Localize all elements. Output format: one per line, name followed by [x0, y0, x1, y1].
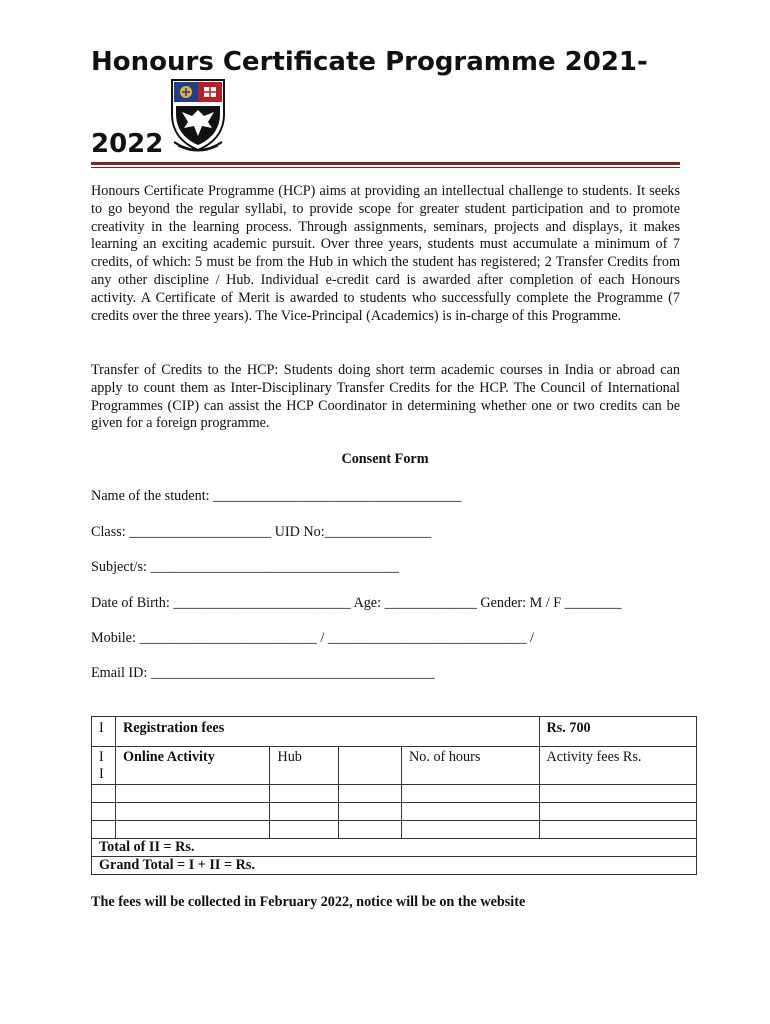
activity-entry-row: [92, 803, 697, 821]
table-cell: [92, 785, 116, 803]
online-activity-row: [92, 747, 697, 785]
table-cell[interactable]: [402, 821, 539, 839]
email-field[interactable]: Email ID: ________________________________________: [91, 665, 435, 681]
fees-collection-note: The fees will be collected in February 2022, notice will be on the website: [91, 894, 526, 910]
blank-header: [339, 747, 402, 785]
hours-header: No. of hours: [402, 747, 539, 785]
table-cell[interactable]: [539, 785, 697, 803]
table-cell: [92, 803, 116, 821]
registration-fees-row: [92, 717, 697, 747]
online-activity-header: Online Activity: [115, 747, 269, 785]
college-crest-logo: [168, 78, 228, 154]
table-cell: [92, 821, 116, 839]
table-cell[interactable]: [270, 821, 339, 839]
total-ii-label: Total of II = Rs.: [92, 839, 697, 857]
row-number: I: [92, 717, 116, 747]
total-ii-row: [92, 839, 697, 857]
header-divider-thick: [91, 162, 680, 165]
consent-form-heading: Consent Form: [341, 451, 429, 467]
grand-total-label: Grand Total = I + II = Rs.: [92, 857, 697, 875]
table-cell[interactable]: [339, 821, 402, 839]
dob-age-gender-field[interactable]: Date of Birth: _________________________ Age: _____________ Gender: M / F ________: [91, 595, 622, 611]
row-number: I I: [92, 747, 116, 785]
table-cell[interactable]: [339, 803, 402, 821]
table-cell[interactable]: [270, 785, 339, 803]
header-divider-thin: [91, 167, 680, 168]
activity-entry-row: [92, 821, 697, 839]
subjects-field[interactable]: Subject/s: ___________________________________: [91, 559, 399, 575]
fees-table: [91, 716, 697, 875]
transfer-credits-paragraph: Transfer of Credits to the HCP: Students doing short term academic courses in India or abroad can apply to count them as Inter-Disciplinary Transfer Credits for the HCP. The Council of International Programmes (CIP) can assist the HCP Coordinator in determining whether one or two credits can be given for a foreign programme.: [91, 362, 680, 432]
intro-paragraph: Honours Certificate Programme (HCP) aims at providing an intellectual challenge to students. It seeks to go beyond the regular syllabi, to provide scope for greater student participation and to promote creativity in the learning process. Through assignments, seminars, projects and displays, it makes learning an exciting academic pursuit. Over three years, students must accumulate a minimum of 7 credits, of which: 5 must be from the Hub in which the student has registered; 2 Transfer Credits from any other discipline / Hub. Individual e-credit card is awarded after completion of each Honours activity. A Certificate of Merit is awarded to students who successfully complete the Programme (7 credits over the three years). The Vice-Principal (Academics) is in-charge of this Programme.: [91, 183, 680, 324]
mobile-field[interactable]: Mobile: _________________________ / ____________________________ /: [91, 630, 534, 646]
activity-fees-header: Activity fees Rs.: [539, 747, 697, 785]
table-cell[interactable]: [115, 785, 269, 803]
table-cell[interactable]: [270, 803, 339, 821]
table-cell[interactable]: [539, 821, 697, 839]
document-title: Honours Certificate Programme 2021-: [91, 47, 648, 77]
table-cell[interactable]: [402, 803, 539, 821]
document-title-year: 2022: [91, 129, 164, 159]
table-cell[interactable]: [115, 821, 269, 839]
registration-fees-label: Registration fees: [115, 717, 539, 747]
activity-entry-row: [92, 785, 697, 803]
grand-total-row: [92, 857, 697, 875]
table-cell[interactable]: [402, 785, 539, 803]
table-cell[interactable]: [539, 803, 697, 821]
student-name-field[interactable]: Name of the student: ___________________________________: [91, 488, 462, 504]
hub-header: Hub: [270, 747, 339, 785]
registration-fees-amount: Rs. 700: [539, 717, 697, 747]
class-uid-field[interactable]: Class: ____________________ UID No:_______________: [91, 524, 432, 540]
table-cell[interactable]: [115, 803, 269, 821]
table-cell[interactable]: [339, 785, 402, 803]
